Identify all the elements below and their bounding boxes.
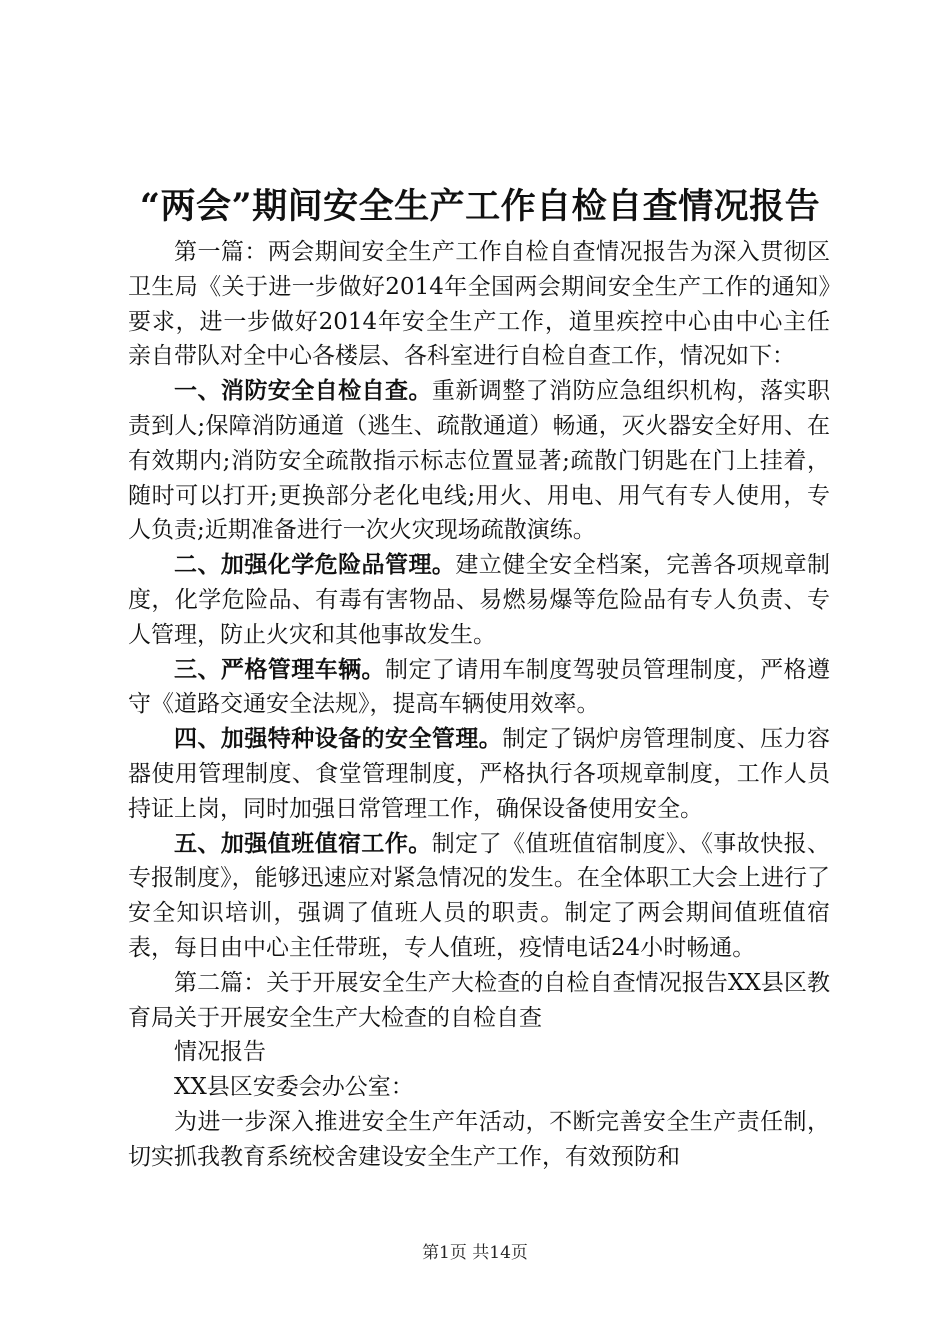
paragraph-5: 四、加强特种设备的安全管理。制定了锅炉房管理制度、压力容器使用管理制度、食堂管理制度，严格执行各项规章制度，工作人员持证上岗，同时加强日常管理工作，确保设备使用安全。 bbox=[128, 725, 831, 822]
paragraph-7: 第二篇：关于开展安全生产大检查的自检自查情况报告XX县区教育局关于开展安全生产大检查的自检自查 bbox=[128, 969, 830, 1031]
paragraph-10: 为进一步深入推进安全生产年活动，不断完善安全生产责任制，切实抓我教育系统校舍建设安全生产工作，有效预防和 bbox=[128, 1108, 830, 1170]
document-title: “两会”期间安全生产工作自检自查情况报告 bbox=[139, 186, 821, 227]
document-body bbox=[128, 235, 830, 1175]
paragraph-1: 第一篇：两会期间安全生产工作自检自查情况报告为深入贯彻区卫生局《关于进一步做好2014年全国两会期间安全生产工作的通知》要求，进一步做好2014年安全生产工作，道里疾控中心由中心主任亲自带队对全中心各楼层、各科室进行自检自查工作，情况如下： bbox=[128, 239, 830, 370]
section-heading: 三、严格管理车辆。 bbox=[174, 655, 385, 683]
paragraph-4: 三、严格管理车辆。制定了请用车制度驾驶员管理制度，严格遵守《道路交通安全法规》，提高车辆使用效率。 bbox=[128, 655, 830, 718]
paragraph-3: 二、加强化学危险品管理。建立健全安全档案，完善各项规章制度，化学危险品、有毒有害物品、易燃易爆等危险品有专人负责、专人管理，防止火灾和其他事故发生。 bbox=[128, 551, 831, 648]
paragraph-9: XX县区安委会办公室： bbox=[174, 1074, 414, 1101]
section-heading: 五、加强值班值宿工作。 bbox=[174, 829, 432, 857]
section-heading: 四、加强特种设备的安全管理。 bbox=[174, 725, 503, 753]
page-number: 第1页 共14页 bbox=[422, 1243, 528, 1263]
paragraph-2: 一、消防安全自检自查。重新调整了消防应急组织机构，落实职责到人;保障消防通道（逃生、疏散通道）畅通，灭火器安全好用、在有效期内;消防安全疏散指示标志位置显著;疏散门钥匙在门上挂着，随时可以打开;更换部分老化电线;用火、用电、用气有专人使用，专人负责;近期准备进行一次火灾现场疏散演练。 bbox=[128, 377, 831, 544]
section-heading: 一、消防安全自检自查。 bbox=[174, 377, 432, 405]
section-heading: 二、加强化学危险品管理。 bbox=[174, 551, 456, 579]
paragraph-6: 五、加强值班值宿工作。制定了《值班值宿制度》、《事故快报、专报制度》，能够迅速应对紧急情况的发生。在全体职工大会上进行了安全知识培训，强调了值班人员的职责。制定了两会期间值班值宿表，每日由中心主任带班，专人值班，疫情电话24小时畅通。 bbox=[128, 829, 831, 961]
paragraph-8: 情况报告 bbox=[174, 1039, 266, 1066]
